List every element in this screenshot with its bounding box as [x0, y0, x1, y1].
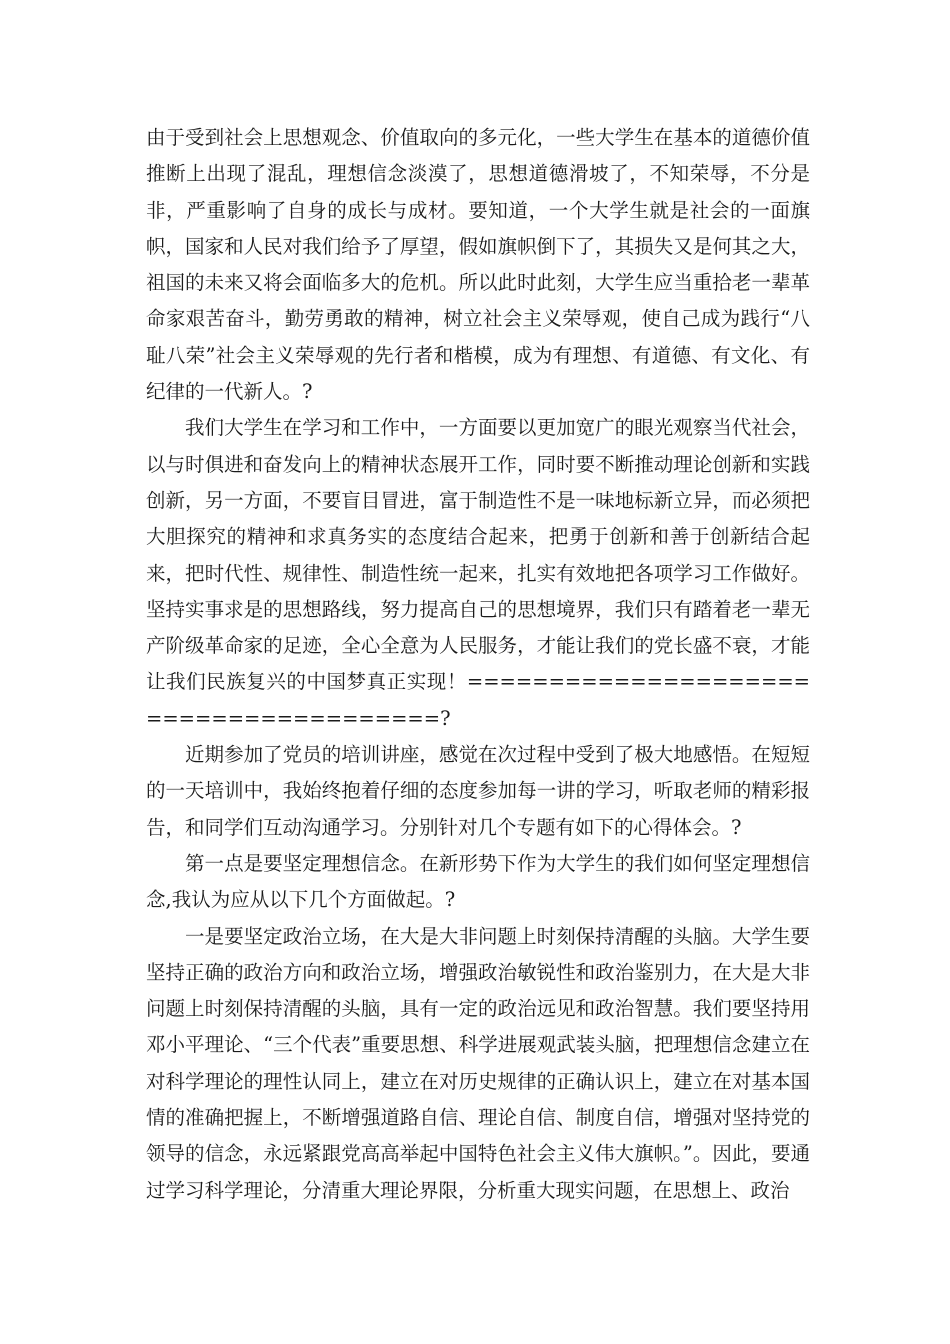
paragraph-4: 第一点是要坚定理想信念。在新形势下作为大学生的我们如何坚定理想信念,我认为应从以下几个方面做起。? — [146, 851, 810, 912]
paragraph-3: 近期参加了党员的培训讲座，感觉在次过程中受到了极大地感悟。在短短的一天培训中，我始终抱着仔细的态度参加每一讲的学习，听取老师的精彩报告，和同学们互动沟通学习。分别针对几个专题有如下的心得体会。? — [146, 743, 810, 839]
paragraph-5: 一是要坚定政治立场，在大是大非问题上时刻保持清醒的头脑。大学生要坚持正确的政治方向和政治立场，增强政治敏锐性和政治鉴别力，在大是大非问题上时刻保持清醒的头脑，具有一定的政治远见和政治智慧。我们要坚持用邓小平理论、“三个代表”重要思想、科学进展观武装头脑，把理想信念建立在对科学理论的理性认同上，建立在对历史规律的正确认识上，建立在对基本国情的准确把握上，不断增强道路自信、理论自信、制度自信，增强对坚持党的领导的信念，永远紧跟党高高举起中国特色社会主义伟大旗帜。”。因此，要通过学习科学理论，分清重大理论界限，分析重大现实问题，在思想上、政治 — [146, 924, 810, 1202]
document-body — [146, 120, 810, 1209]
paragraph-2: 我们大学生在学习和工作中，一方面要以更加宽广的眼光观察当代社会，以与时俱进和奋发向上的精神状态展开工作，同时要不断推动理论创新和实践创新，另一方面，不要盲目冒进，富于制造性不是一味地标新立异，而必须把大胆探究的精神和求真务实的态度结合起来，把勇于创新和善于创新结合起来，把时代性、规律性、制造性统一起来，扎实有效地把各项学习工作做好。坚持实事求是的思想路线，努力提高自己的思想境界，我们只有踏着老一辈无产阶级革命家的足迹，全心全意为人民服务，才能让我们的党长盛不衰，才能让我们民族复兴的中国梦真正实现！=======================================? — [146, 416, 810, 730]
paragraph-1: 由于受到社会上思想观念、价值取向的多元化，一些大学生在基本的道德价值推断上出现了混乱，理想信念淡漠了，思想道德滑坡了，不知荣辱，不分是非，严重影响了自身的成长与成材。要知道，一个大学生就是社会的一面旗帜，国家和人民对我们给予了厚望，假如旗帜倒下了，其损失又是何其之大，祖国的未来又将会面临多大的危机。所以此时此刻，大学生应当重拾老一辈革命家艰苦奋斗，勤劳勇敢的精神，树立社会主义荣辱观，使自己成为践行“八耻八荣”社会主义荣辱观的先行者和楷模，成为有理想、有道德、有文化、有纪律的一代新人。? — [146, 126, 810, 404]
